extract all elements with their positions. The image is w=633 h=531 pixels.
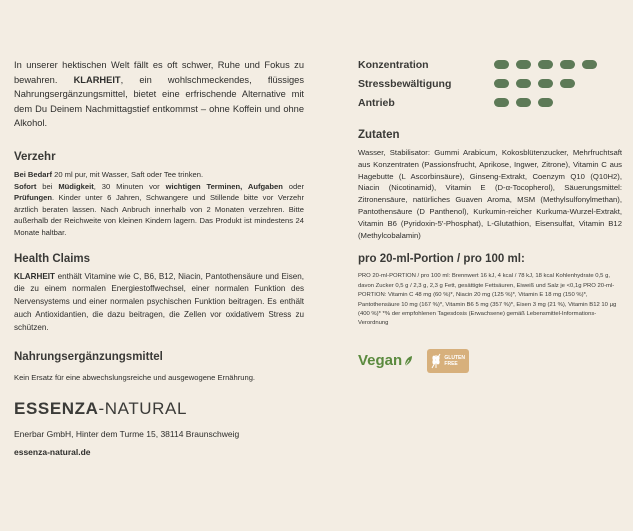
rating-dot <box>560 98 575 107</box>
verzehr-heading: Verzehr <box>14 150 56 163</box>
rating-row-stress: Stressbewältigung <box>358 74 622 93</box>
rating-dot <box>516 60 531 69</box>
rating-dots <box>494 98 597 107</box>
leaf-icon <box>403 355 413 367</box>
nem-heading: Nahrungsergänzungsmittel <box>14 350 163 363</box>
rating-dot <box>582 98 597 107</box>
nutrition-table-text: PRO 20-ml-PORTION / pro 100 ml: Brennwert 16 kJ, 4 kcal / 78 kJ, 18 kcal Kohlenhydrate 0,5 g, davon Zucker 0,5 g / 2,3 g, 2,3 g Fett, gesättigte Fettsäuren, Eiweiß und Salz je <0,1g PRO 20-ml-PORTION: Vitamin C 48 mg (60 %)*, Niacin 20 mg (125 %)*, Vitamin E 18 mg (150 %)*, Pantothensäure 10 mg (167 %)*, Vitamin B6 5 mg (357 %)*, Eisen 3 mg (21 %), Vitamin B12 10 µg (400 %)* *% der empfohlenen Tagesdosis (Erwachsene) gemäß Lebensmittel-Informations- Verordnung <box>358 273 617 327</box>
rating-row-concentration: Konzentration <box>358 55 622 74</box>
rating-dot <box>494 79 509 88</box>
rating-dot <box>538 98 553 107</box>
effect-ratings <box>358 55 622 112</box>
wheat-icon <box>431 353 441 369</box>
portion-heading: pro 20-ml-Portion / pro 100 ml: <box>358 253 525 266</box>
rating-dot <box>538 79 553 88</box>
intro-paragraph: In unserer hektischen Welt fällt es oft schwer, Ruhe und Fokus zu bewahren. KLARHEIT, ein wohlschmeckendes, flüssiges Nahrungsergänzungsmittel, bietet eine erfrischende Alternative mit dem Du Deinem Nachmittagstief entkommst – ohne Koffein und ohne Alkohol. <box>14 60 304 129</box>
rating-dot <box>516 79 531 88</box>
rating-dot <box>538 60 553 69</box>
intro-brand: KLARHEIT <box>73 74 121 85</box>
rating-dot <box>560 79 575 88</box>
vegan-badge: Vegan <box>358 352 413 369</box>
rating-dots <box>494 79 597 88</box>
rating-dot <box>560 60 575 69</box>
right-column <box>358 55 622 373</box>
rating-dot <box>494 60 509 69</box>
health-claims-heading: Health Claims <box>14 252 91 265</box>
brand-logo: ESSENZA-NATURAL <box>14 399 188 419</box>
zutaten-heading: Zutaten <box>358 129 400 141</box>
health-claims-text: KLARHEIT enthält Vitamine wie C, B6, B12, Niacin, Pantothensäure und Eisen, die zu einem normalen Energiestoffwechsel, einer normalen Funktion des Nervensystems und einer normalen psychischen Funktion beitragen. Es enthält auch Antioxidantien, die dazu beitragen, die Zellen vor oxidativem Stress zu schützen. <box>14 271 304 332</box>
zutaten-text: Wasser, Stabilisator: Gummi Arabicum, Kokosblütenzucker, Mehrfruchtsaft aus Konzentraten (Passionsfrucht, Aprikose, Ingwer, Zitrone), Vitamin C aus Hagebutte (L Ascorbinsäure), Ginseng-Extrakt, Coenzym Q10 (Q10H2), Niacin (Nicotinamid), Vitamin E (D-α-Tocopherol), Säuerungsmittel: Zitronensäure, natürliches Guaven Aroma, MSM (Methylsulfonylmethan), Pantothensäure (D Panthenol), Kurkumin-reicher Kurkuma-Wurzel-Extrakt, Vitamin B6 (Pyridoxin-5'-Phosphat), L-Glutathion, Eisensulfat, Vitamin B12 (Methylcobalamin) <box>358 148 622 240</box>
rating-row-drive: Antrieb <box>358 93 622 112</box>
left-column <box>14 58 304 457</box>
nem-text: Kein Ersatz für eine abwechslungsreiche und ausgewogene Ernährung. <box>14 372 256 382</box>
company-address: Enerbar GmbH, Hinter dem Turme 15, 38114 Braunschweig <box>14 429 240 440</box>
rating-dots <box>494 60 597 69</box>
gluten-free-badge: GLUTEN FREE <box>427 349 469 373</box>
website-link[interactable]: essenza-natural.de <box>14 447 91 458</box>
verzehr-text: Bei Bedarf 20 ml pur, mit Wasser, Saft oder Tee trinken. Sofort bei Müdigkeit, 30 Minuten vor wichtigen Terminen, Aufgaben oder Prüfungen. Kinder unter 6 Jahren, Schwangere und Stillende bitte vor Verzehr ärztlich beraten lassen. Nach Anbruch innerhalb von 2 Monaten verzehren. Bitte außerhalb der Reichweite von kleinen Kindern lagern. Das Produkt ist mindestens 24 Monate haltbar. <box>14 169 304 237</box>
rating-dot <box>516 98 531 107</box>
rating-dot <box>582 60 597 69</box>
rating-dot <box>582 79 597 88</box>
rating-dot <box>494 98 509 107</box>
badges <box>358 349 622 373</box>
